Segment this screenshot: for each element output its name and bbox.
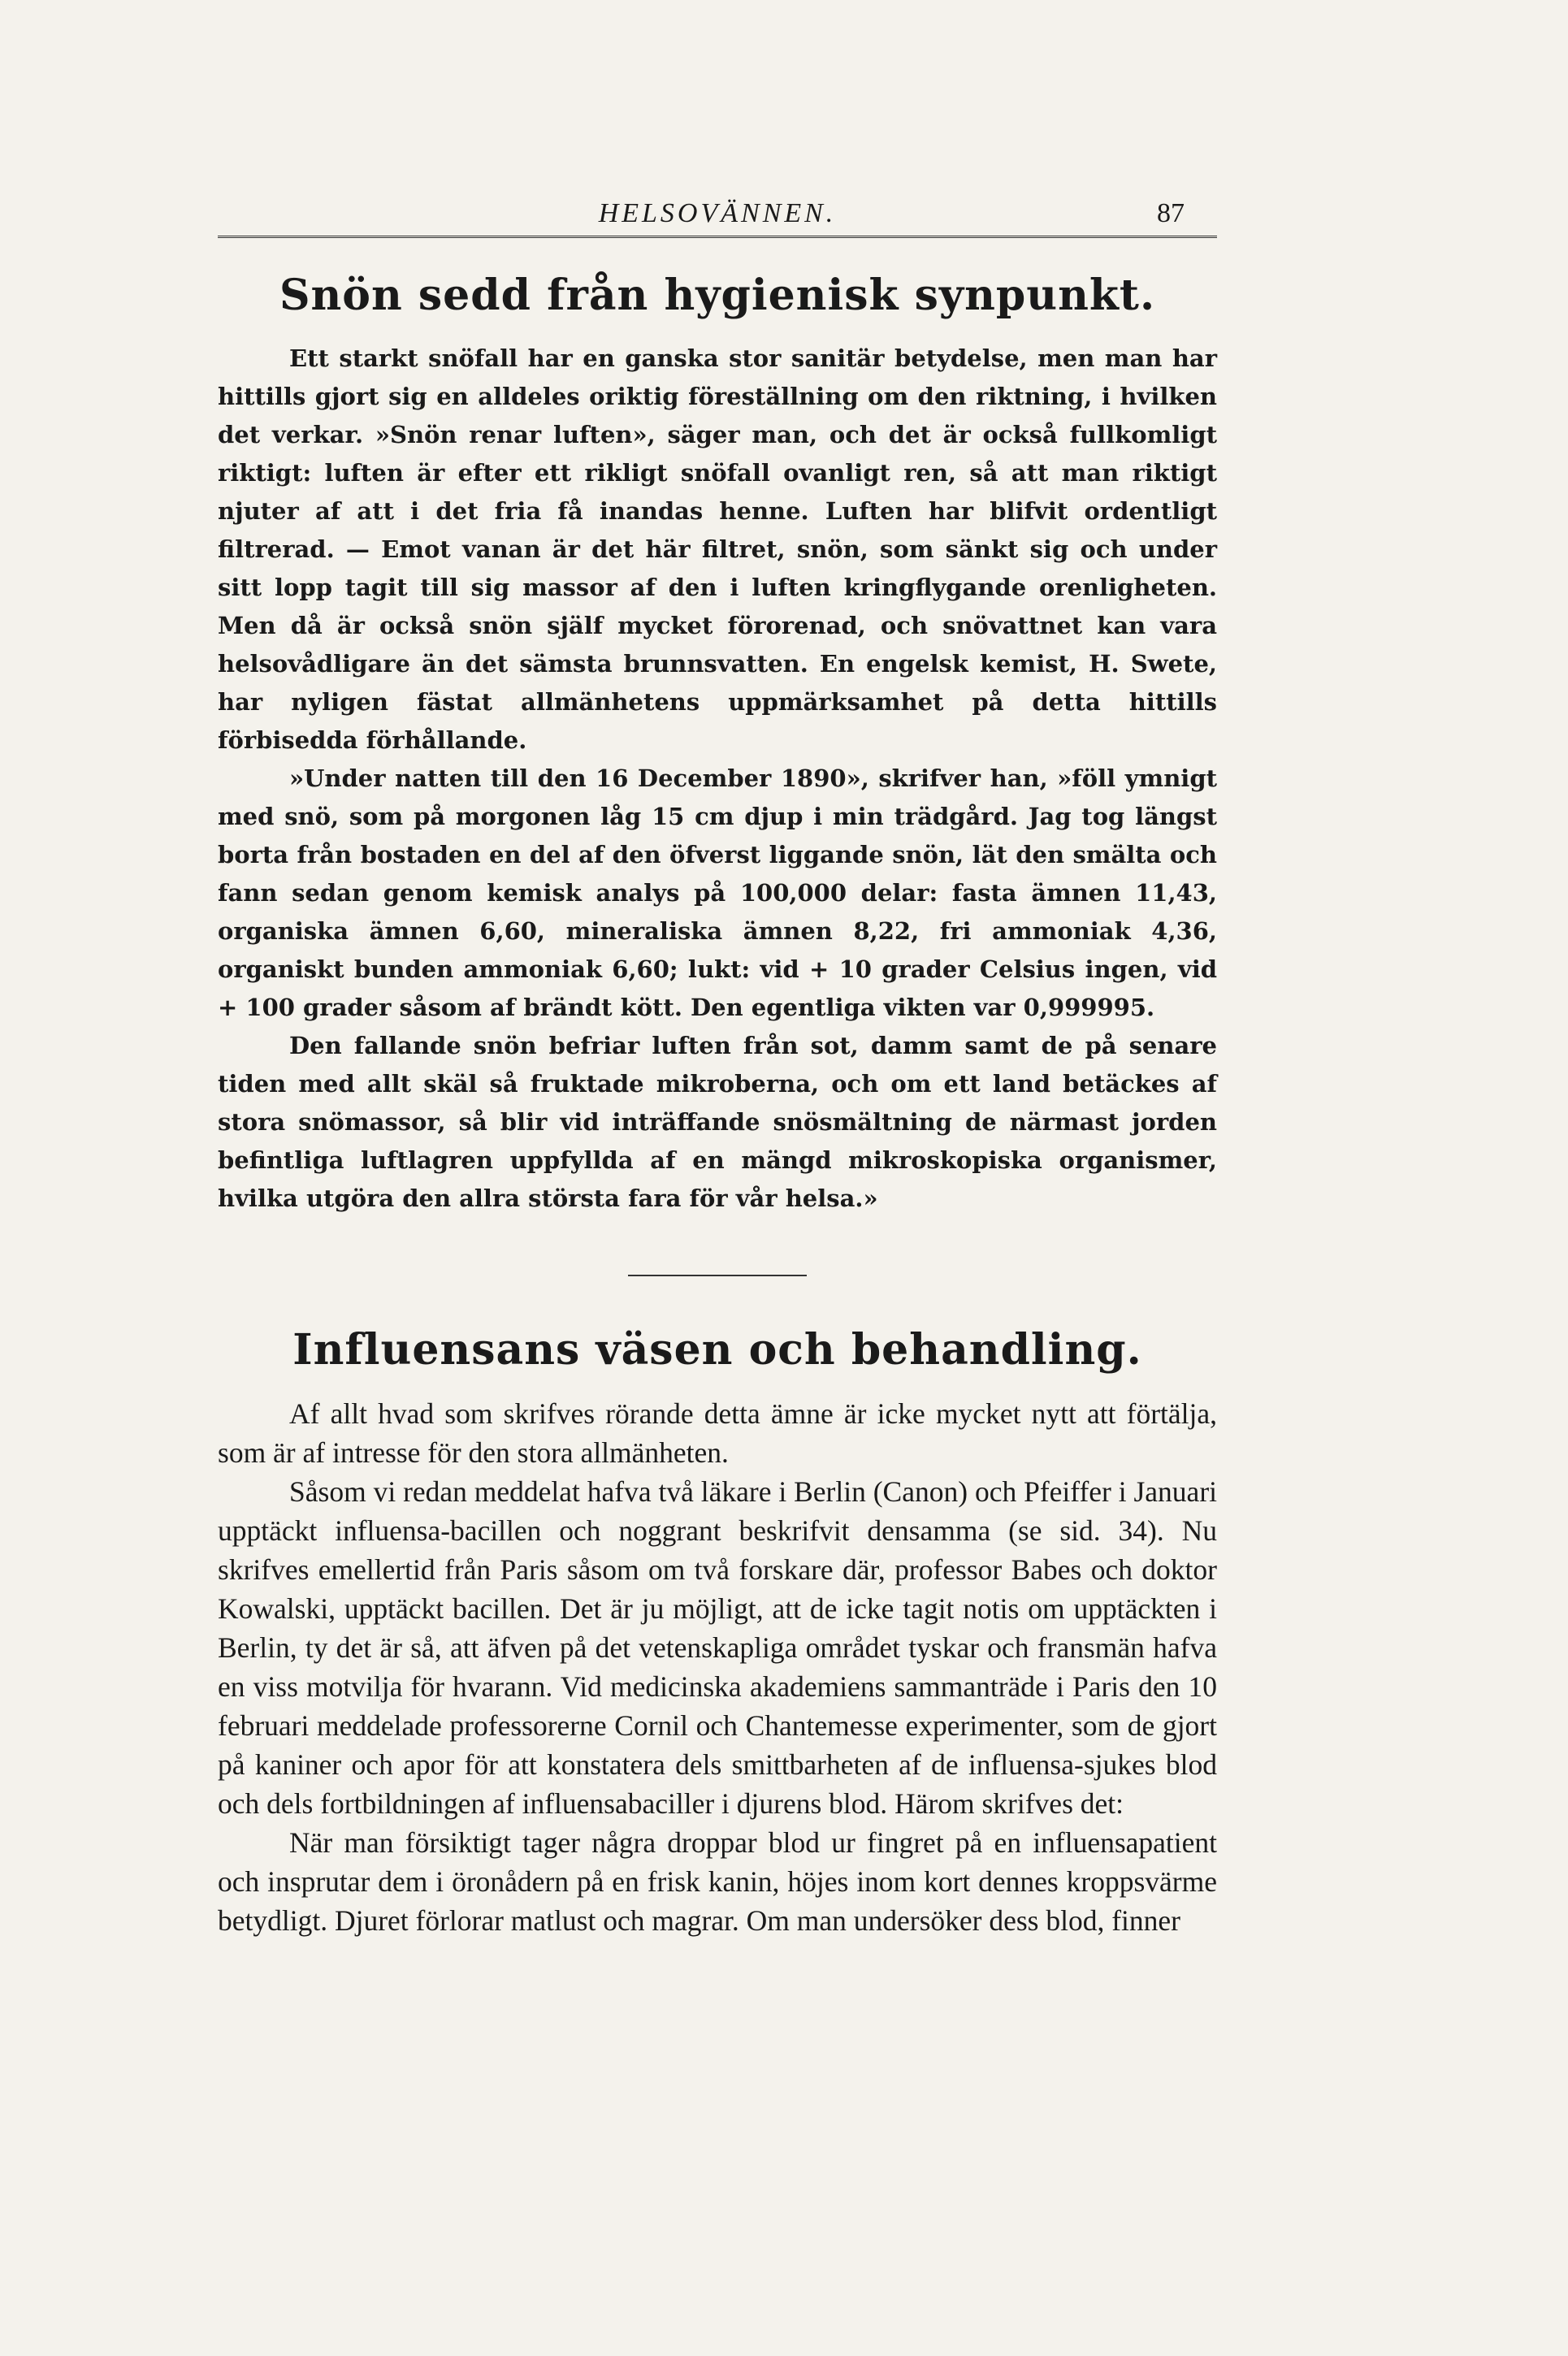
paragraph: Af allt hvad som skrifves rörande detta ämne är icke mycket nytt att förtälja, som är af intresse för den stora allmänheten. bbox=[218, 1397, 1217, 1469]
paragraph: Ett starkt snöfall har en ganska stor sanitär betydelse, men man har hittills gjort sig en alldeles oriktig föreställning om den riktning, i hvilken det verkar. »Snön renar luften», säger man, och det är också fullkomligt riktigt: luften är efter ett rikligt snöfall ovanligt ren, så att man riktigt njuter af att i det fria få inandas henne. Luften har blifvit ordentligt filtrerad. — Emot vanan är det här filtret, snön, som sänkt sig och under sitt lopp tagit till sig massor af den i luften kringflygande orenligheten. Men då är också snön själf mycket förorenad, och snövattnet kan vara helsovådligare än det sämsta brunnsvatten. En engelsk kemist, H. Swete, har nyligen fästat allmänhetens uppmärksamhet på detta hittills förbisedda förhållande. bbox=[218, 344, 1217, 754]
article-title-influenza: Influensans väsen och behandling. bbox=[292, 1325, 1142, 1375]
paragraph: Den fallande snön befriar luften från sot, damm samt de på senare tiden med allt skäl så fruktade mikroberna, och om ett land betäckes af stora snömassor, så blir vid inträffande snösmältning de närmast jorden befintliga luftlagren uppfyllda af en mängd mikroskopiska organismer, hvilka utgöra den allra största fara för vår helsa.» bbox=[218, 1032, 1217, 1212]
paragraph: »Under natten till den 16 December 1890», skrifver han, »föll ymnigt med snö, som på morgonen låg 15 cm djup i min trädgård. Jag tog längst borta från bostaden en del af den öfverst liggande snön, lät den smälta och fann sedan genom kemisk analys på 100,000 delar: fasta ämnen 11,43, organiska ämnen 6,60, mineraliska ämnen 8,22, fri ammoniak 4,36, organiskt bunden ammoniak 6,60; lukt: vid + 10 grader Celsius ingen, vid + 100 grader såsom af brändt kött. Den egentliga vikten var 0,999995. bbox=[218, 764, 1217, 1021]
article-snow bbox=[218, 271, 1217, 1218]
text-column bbox=[218, 187, 1217, 1940]
running-header bbox=[218, 187, 1217, 238]
article-title-snow: Snön sedd från hygienisk synpunkt. bbox=[279, 271, 1156, 320]
paragraph: Såsom vi redan meddelat hafva två läkare i Berlin (Canon) och Pfeiffer i Januari upptäckt influensa-bacillen och noggrant beskrifvit densamma (se sid. 34). Nu skrifves emellertid från Paris såsom om två forskare där, professor Babes och doktor Kowalski, upptäckt bacillen. Det är ju möjligt, att de icke tagit notis om upptäckten i Berlin, ty det är så, att äfven på det vetenskapliga området tyskar och fransmän hafva en viss motvilja för hvarann. Vid medicinska akademiens sammanträde i Paris den 10 februari meddelade professorerne Cornil och Chantemesse experimenter, som de gjort på kaniner och apor för att konstatera dels smittbarheten af de influensa-sjukes blod och dels fortbildningen af influensabaciller i djurens blod. Härom skrifves det: bbox=[218, 1475, 1217, 1820]
journal-title: HELSOVÄNNEN. bbox=[598, 198, 837, 228]
article-influenza bbox=[218, 1325, 1217, 1940]
section-divider bbox=[628, 1275, 807, 1276]
paragraph: När man försiktigt tager några droppar blod ur fingret på en influensapatient och insprutar dem i öronådern på en frisk kanin, höjes inom kort dennes kroppsvärme betydligt. Djuret förlorar matlust och magrar. Om man undersöker dess blod, finner bbox=[218, 1826, 1217, 1937]
page-number: 87 bbox=[1157, 198, 1185, 228]
